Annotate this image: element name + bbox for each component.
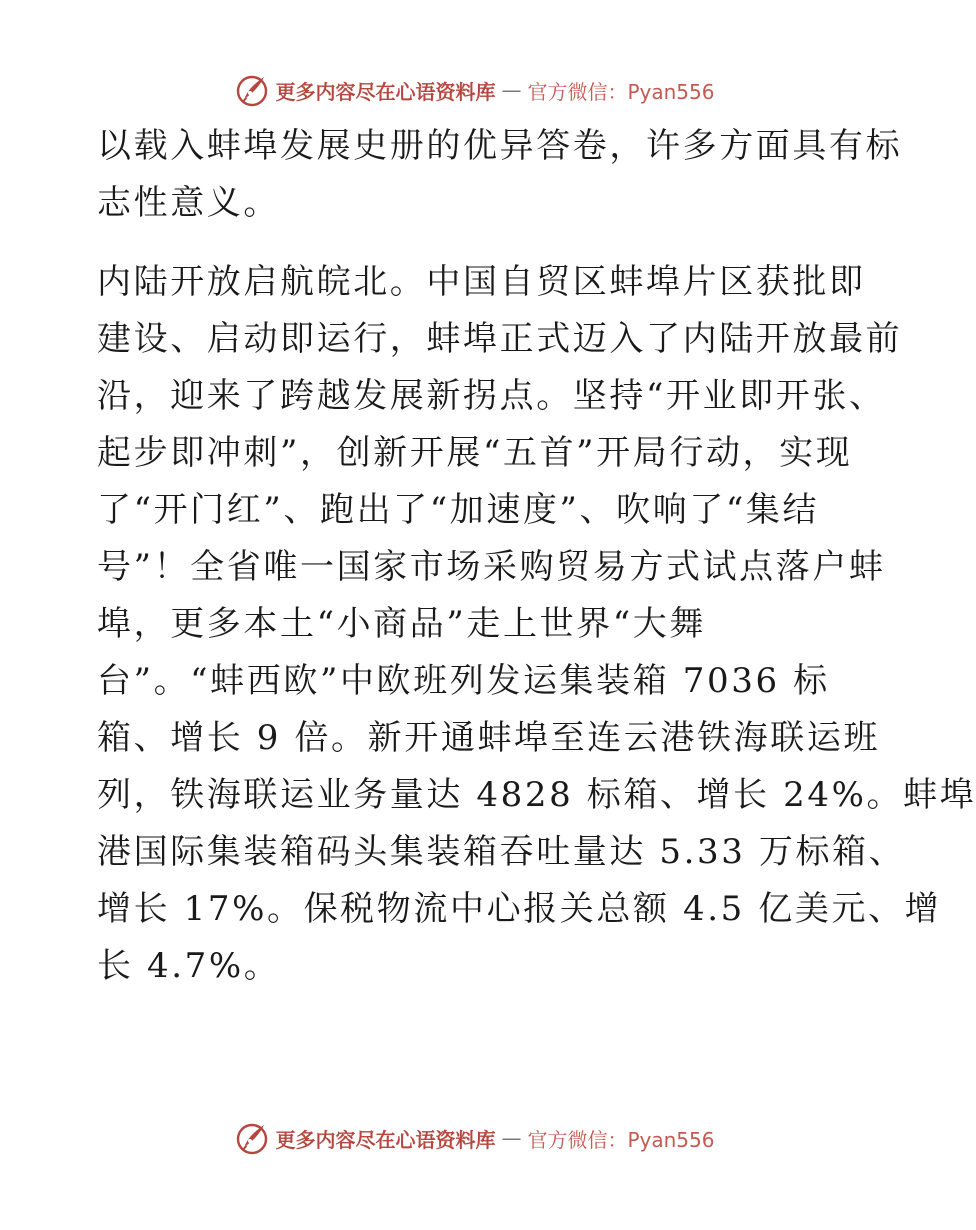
text-line: 列，铁海联运业务量达 4828 标箱、增长 24%。蚌埠 xyxy=(97,775,976,815)
text-line: 号”！全省唯一国家市场采购贸易方式试点落户蚌 xyxy=(97,547,886,587)
text-line: 了“开门红”、跑出了“加速度”、吹响了“集结 xyxy=(97,490,820,530)
text-line: 港国际集装箱码头集装箱吞吐量达 5.33 万标箱、 xyxy=(97,832,906,872)
quill-logo-icon xyxy=(235,73,269,107)
header-banner xyxy=(0,70,950,110)
banner-site-name: 更多内容尽在心语资料库 xyxy=(275,79,496,104)
text-line: 埠，更多本土“小商品”走上世界“大舞 xyxy=(97,604,706,644)
text-line: 箱、增长 9 倍。新开通蚌埠至连云港铁海联运班 xyxy=(97,718,881,758)
text-line: 志性意义。 xyxy=(97,183,280,223)
banner-separator: — xyxy=(501,78,522,102)
paragraph-gap xyxy=(97,232,857,254)
text-line: 起步即冲刺”，创新开展“五首”开局行动，实现 xyxy=(97,433,853,473)
banner-separator: — xyxy=(501,1126,522,1150)
banner-site-name: 更多内容尽在心语资料库 xyxy=(275,1127,496,1152)
quill-logo-icon xyxy=(235,1121,269,1155)
footer-banner xyxy=(0,1118,950,1158)
paragraph-2 xyxy=(97,254,976,995)
banner-wechat-id: 官方微信：Pyan556 xyxy=(527,1127,715,1152)
banner-wechat-id: 官方微信：Pyan556 xyxy=(527,79,715,104)
text-line: 长 4.7%。 xyxy=(97,946,281,986)
text-line: 增长 17%。保税物流中心报关总额 4.5 亿美元、增 xyxy=(97,889,942,929)
text-line: 以载入蚌埠发展史册的优异答卷，许多方面具有标 xyxy=(97,126,903,166)
text-line: 台”。“蚌西欧”中欧班列发运集装箱 7036 标 xyxy=(97,661,830,701)
text-line: 建设、启动即运行，蚌埠正式迈入了内陆开放最前 xyxy=(97,319,903,359)
document-body xyxy=(97,118,976,995)
text-line: 内陆开放启航皖北。中国自贸区蚌埠片区获批即 xyxy=(97,262,866,302)
text-line: 沿，迎来了跨越发展新拐点。坚持“开业即开张、 xyxy=(97,376,886,416)
paragraph-1 xyxy=(97,118,903,232)
